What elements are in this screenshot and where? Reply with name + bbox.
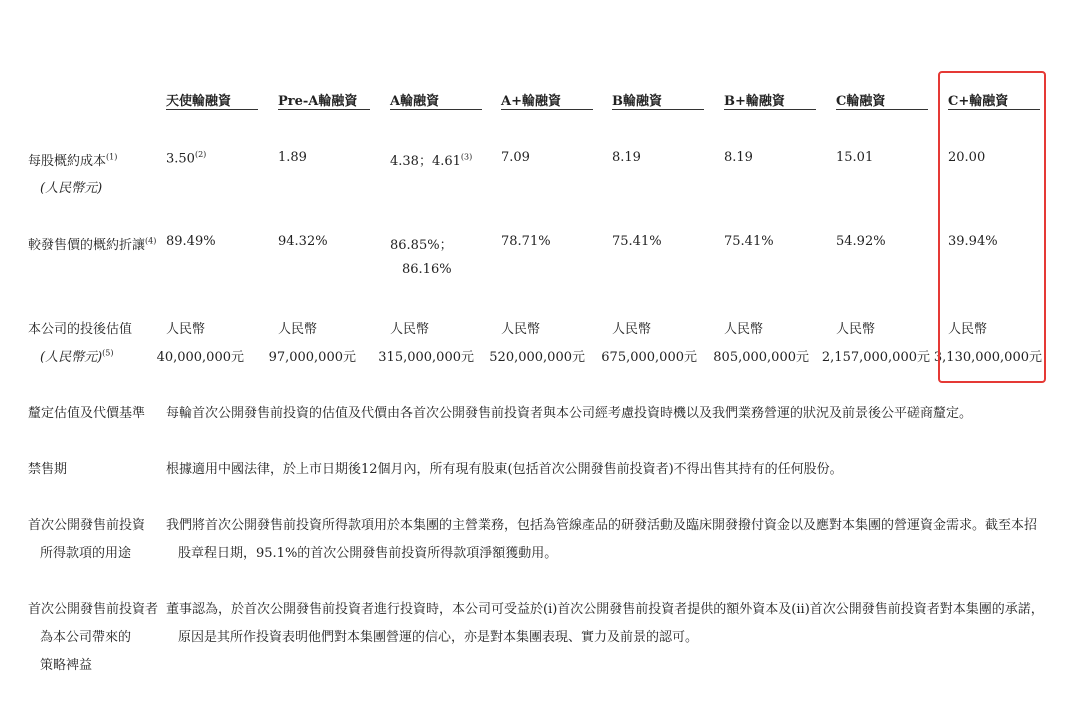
- currency-label: 人民幣: [948, 322, 988, 337]
- table-cell: 86.85%；: [390, 238, 453, 253]
- currency-label: 人民幣: [501, 322, 541, 337]
- row-label: 為本公司帶來的: [40, 630, 132, 645]
- column-header: C+輪融資: [948, 90, 1040, 110]
- row-label: 所得款項的用途: [40, 546, 132, 561]
- valuation-amount: 315,000,000元: [378, 350, 474, 365]
- column-header: B輪融資: [612, 90, 704, 110]
- table-cell: 78.71%: [501, 234, 551, 249]
- currency-label: 人民幣: [390, 322, 430, 337]
- column-header: C輪融資: [836, 90, 928, 110]
- column-header: Pre-A輪融資: [278, 90, 370, 110]
- row-text: 董事認為，於首次公開發售前投資者進行投資時，本公司可受益於(i)首次公開發售前投資者提供的額外資本及(ii)首次公開發售前投資者對本集團的承諾，: [166, 602, 1044, 617]
- row-text: 股章程日期，95.1%的首次公開發售前投資所得款項淨額獲動用。: [178, 546, 558, 561]
- column-header: B+輪融資: [724, 90, 816, 110]
- currency-label: 人民幣: [612, 322, 652, 337]
- table-cell: 39.94%: [948, 234, 998, 249]
- column-header: A輪融資: [390, 90, 482, 110]
- table-cell: 54.92%: [836, 234, 886, 249]
- valuation-amount: 2,157,000,000元: [821, 350, 930, 365]
- highlight-box-c-plus-column: [938, 71, 1046, 383]
- currency-label: 人民幣: [724, 322, 764, 337]
- row-label: 首次公開發售前投資: [28, 518, 146, 533]
- column-header: A+輪融資: [501, 90, 593, 110]
- row-label-unit: (人民幣元)$^{(5)}$: [40, 348, 114, 365]
- table-cell: 75.41%: [724, 234, 774, 249]
- row-label: 策略裨益: [40, 658, 93, 673]
- table-cell: 15.01: [836, 150, 874, 165]
- valuation-amount: 40,000,000元: [156, 350, 244, 365]
- valuation-amount: 520,000,000元: [489, 350, 585, 365]
- row-text: 根據適用中國法律，於上市日期後12個月內，所有現有股東(包括首次公開發售前投資者)不得出售其持有的任何股份。: [166, 462, 843, 477]
- table-cell: 89.49%: [166, 234, 216, 249]
- table-cell: 1.89: [278, 150, 307, 165]
- currency-label: 人民幣: [166, 322, 206, 337]
- row-label: 釐定估值及代價基準: [28, 406, 146, 421]
- row-label-unit: (人民幣元): [40, 181, 103, 196]
- row-label: 較發售價的概約折讓$^{(4)}$: [28, 236, 157, 253]
- table-cell: 94.32%: [278, 234, 328, 249]
- table-cell-line2: 86.16%: [402, 262, 452, 277]
- row-text: 我們將首次公開發售前投資所得款項用於本集團的主營業務，包括為管線產品的研發活動及臨床開發撥付資金以及應對本集團的營運資金需求。截至本招: [166, 518, 1038, 533]
- row-label: 每股概約成本$^{(1)}$: [28, 152, 118, 169]
- currency-label: 人民幣: [278, 322, 318, 337]
- currency-label: 人民幣: [836, 322, 876, 337]
- row-label: 禁售期: [28, 462, 68, 477]
- table-cell: 8.19: [724, 150, 753, 165]
- table-cell: 8.19: [612, 150, 641, 165]
- table-cell: 20.00: [948, 150, 986, 165]
- row-text: 每輪首次公開發售前投資的估值及代價由各首次公開發售前投資者與本公司經考慮投資時機以及我們業務營運的狀況及前景後公平磋商釐定。: [166, 406, 973, 421]
- table-cell: 75.41%: [612, 234, 662, 249]
- valuation-amount: 97,000,000元: [268, 350, 356, 365]
- valuation-amount: 675,000,000元: [601, 350, 697, 365]
- table-cell: 7.09: [501, 150, 530, 165]
- table-cell: 3.50$^{(2)}$: [166, 150, 207, 167]
- row-text: 原因是其所作投資表明他們對本集團營運的信心，亦是對本集團表現、實力及前景的認可。: [178, 630, 699, 645]
- valuation-amount: 3,130,000,000元: [933, 350, 1042, 365]
- table-cell: 4.38；4.61$^{(3)}$: [390, 152, 473, 169]
- valuation-amount: 805,000,000元: [713, 350, 809, 365]
- row-label: 首次公開發售前投資者: [28, 602, 159, 617]
- column-header: 天使輪融資: [166, 90, 258, 110]
- row-label: 本公司的投後估值: [28, 322, 133, 337]
